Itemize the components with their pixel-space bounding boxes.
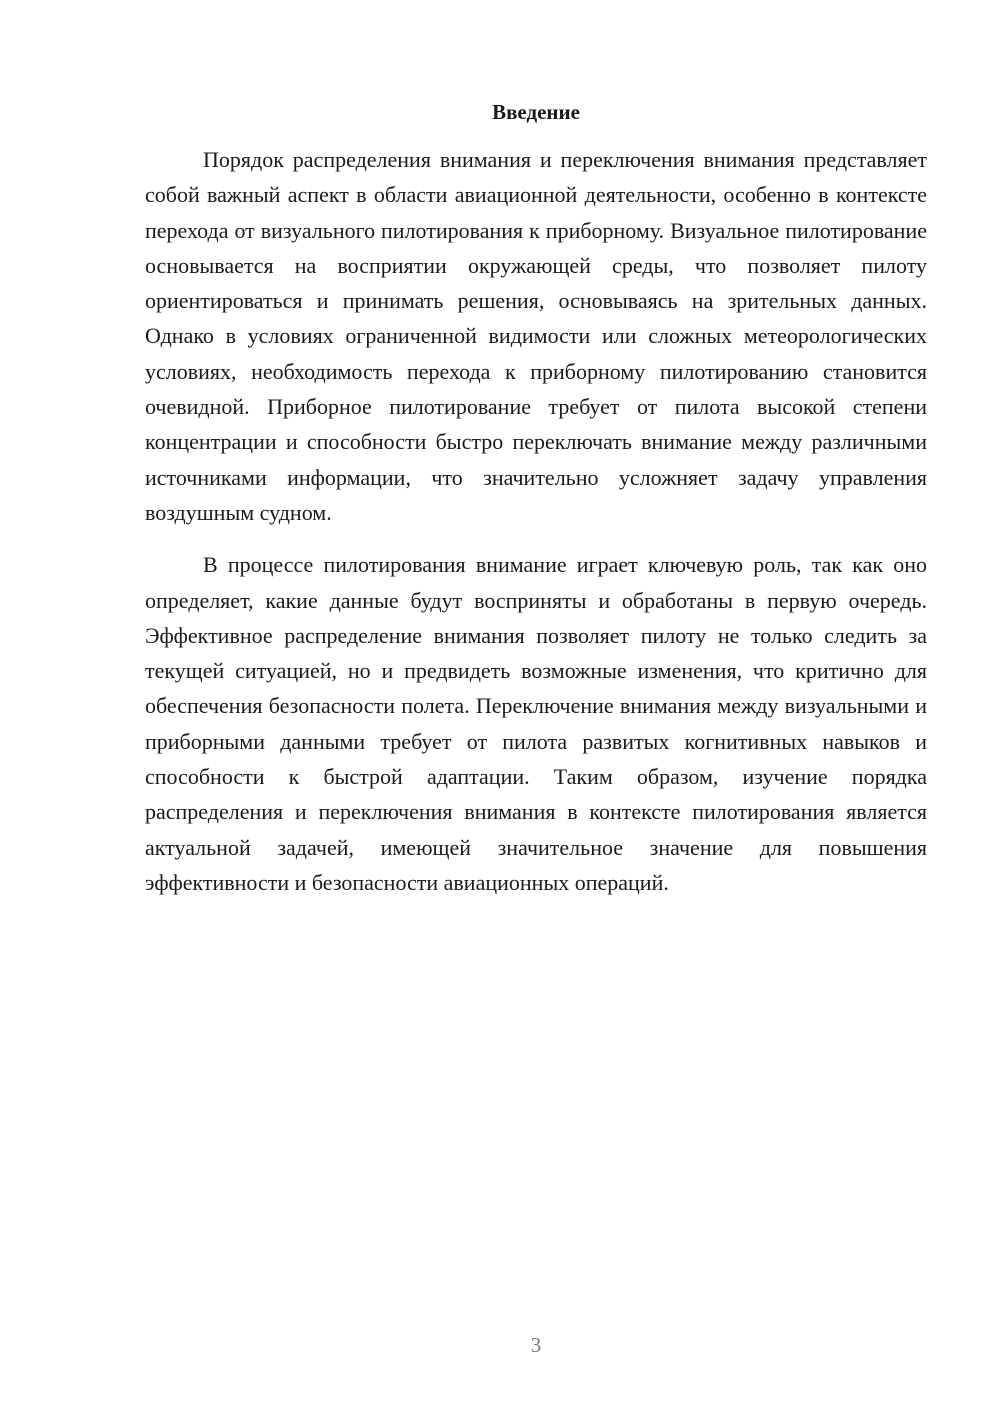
body-text (145, 142, 927, 900)
paragraph-1: Порядок распределения внимания и переключения внимания представляет собой важный аспект в области авиационной деятельности, особенно в контексте перехода от визуального пилотирования к приборному. Визуальное пилотирование основывается на восприятии окружающей среды, что позволяет пилоту ориентироваться и принимать решения, основываясь на зрительных данных. Однако в условиях ограниченной видимости или сложных метеорологических условиях, необходимость перехода к приборному пилотированию становится очевидной. Приборное пилотирование требует от пилота высокой степени концентрации и способности быстро переключать внимание между различными источниками информации, что значительно усложняет задачу управления воздушным судном. (145, 147, 927, 525)
page-number: 3 (530, 1333, 542, 1357)
paragraph-2: В процессе пилотирования внимание играет ключевую роль, так как оно определяет, какие данные будут восприняты и обработаны в первую очередь. Эффективное распределение внимания позволяет пилоту не только следить за текущей ситуацией, но и предвидеть возможные изменения, что критично для обеспечения безопасности полета. Переключение внимания между визуальными и приборными данными требует от пилота развитых когнитивных навыков и способности к быстрой адаптации. Таким образом, изучение порядка распределения и переключения внимания в контексте пилотирования является актуальной задачей, имеющей значительное значение для повышения эффективности и безопасности авиационных операций. (145, 552, 927, 895)
section-heading: Введение (492, 100, 580, 124)
